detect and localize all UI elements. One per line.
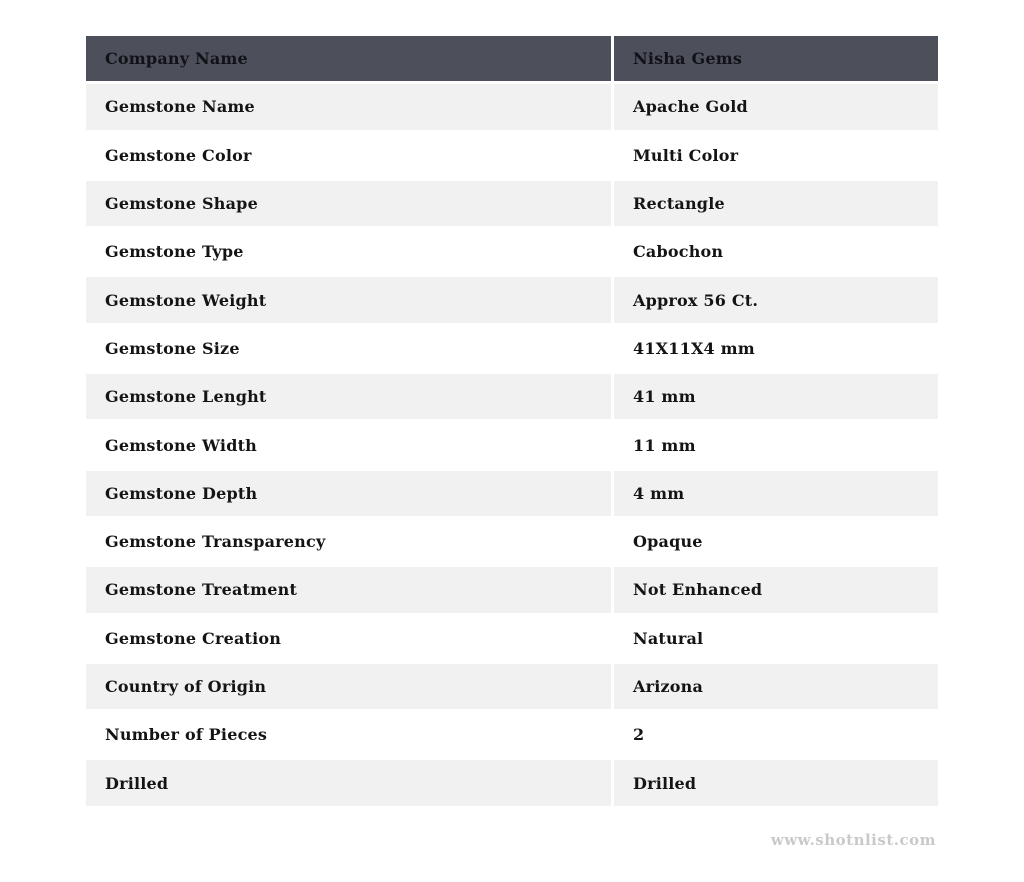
row-value: Approx 56 Ct. xyxy=(614,277,938,322)
table-row xyxy=(86,133,938,178)
row-label: Number of Pieces xyxy=(86,712,611,757)
table-row xyxy=(86,471,938,516)
table-row xyxy=(86,616,938,661)
row-label: Gemstone Weight xyxy=(86,277,611,322)
table-body xyxy=(86,84,938,805)
row-value: 41X11X4 mm xyxy=(614,326,938,371)
row-value: Natural xyxy=(614,616,938,661)
table-row xyxy=(86,374,938,419)
table-row xyxy=(86,181,938,226)
row-label: Gemstone Color xyxy=(86,133,611,178)
table-row xyxy=(86,664,938,709)
row-value: 4 mm xyxy=(614,471,938,516)
row-label: Gemstone Lenght xyxy=(86,374,611,419)
table-row xyxy=(86,326,938,371)
table-row xyxy=(86,277,938,322)
row-label: Gemstone Type xyxy=(86,229,611,274)
row-label: Gemstone Size xyxy=(86,326,611,371)
row-value: Opaque xyxy=(614,519,938,564)
header-company-label: Company Name xyxy=(86,36,611,81)
row-label: Country of Origin xyxy=(86,664,611,709)
row-label: Gemstone Shape xyxy=(86,181,611,226)
row-value: 2 xyxy=(614,712,938,757)
row-value: 41 mm xyxy=(614,374,938,419)
table-row xyxy=(86,519,938,564)
watermark-text: www.shotnlist.com xyxy=(770,831,936,849)
header-company-value: Nisha Gems xyxy=(614,36,938,81)
row-label: Gemstone Width xyxy=(86,422,611,467)
row-value: Not Enhanced xyxy=(614,567,938,612)
table-row xyxy=(86,712,938,757)
table-row xyxy=(86,760,938,805)
row-value: Arizona xyxy=(614,664,938,709)
table-row xyxy=(86,422,938,467)
row-value: 11 mm xyxy=(614,422,938,467)
table-row xyxy=(86,567,938,612)
table-row xyxy=(86,84,938,129)
gemstone-spec-table xyxy=(83,33,941,809)
row-value: Apache Gold xyxy=(614,84,938,129)
table-header xyxy=(86,36,938,81)
row-label: Gemstone Transparency xyxy=(86,519,611,564)
row-value: Cabochon xyxy=(614,229,938,274)
table-row xyxy=(86,229,938,274)
row-label: Drilled xyxy=(86,760,611,805)
row-label: Gemstone Name xyxy=(86,84,611,129)
row-value: Rectangle xyxy=(614,181,938,226)
row-label: Gemstone Depth xyxy=(86,471,611,516)
row-label: Gemstone Treatment xyxy=(86,567,611,612)
row-label: Gemstone Creation xyxy=(86,616,611,661)
row-value: Drilled xyxy=(614,760,938,805)
header-row xyxy=(86,36,938,81)
row-value: Multi Color xyxy=(614,133,938,178)
